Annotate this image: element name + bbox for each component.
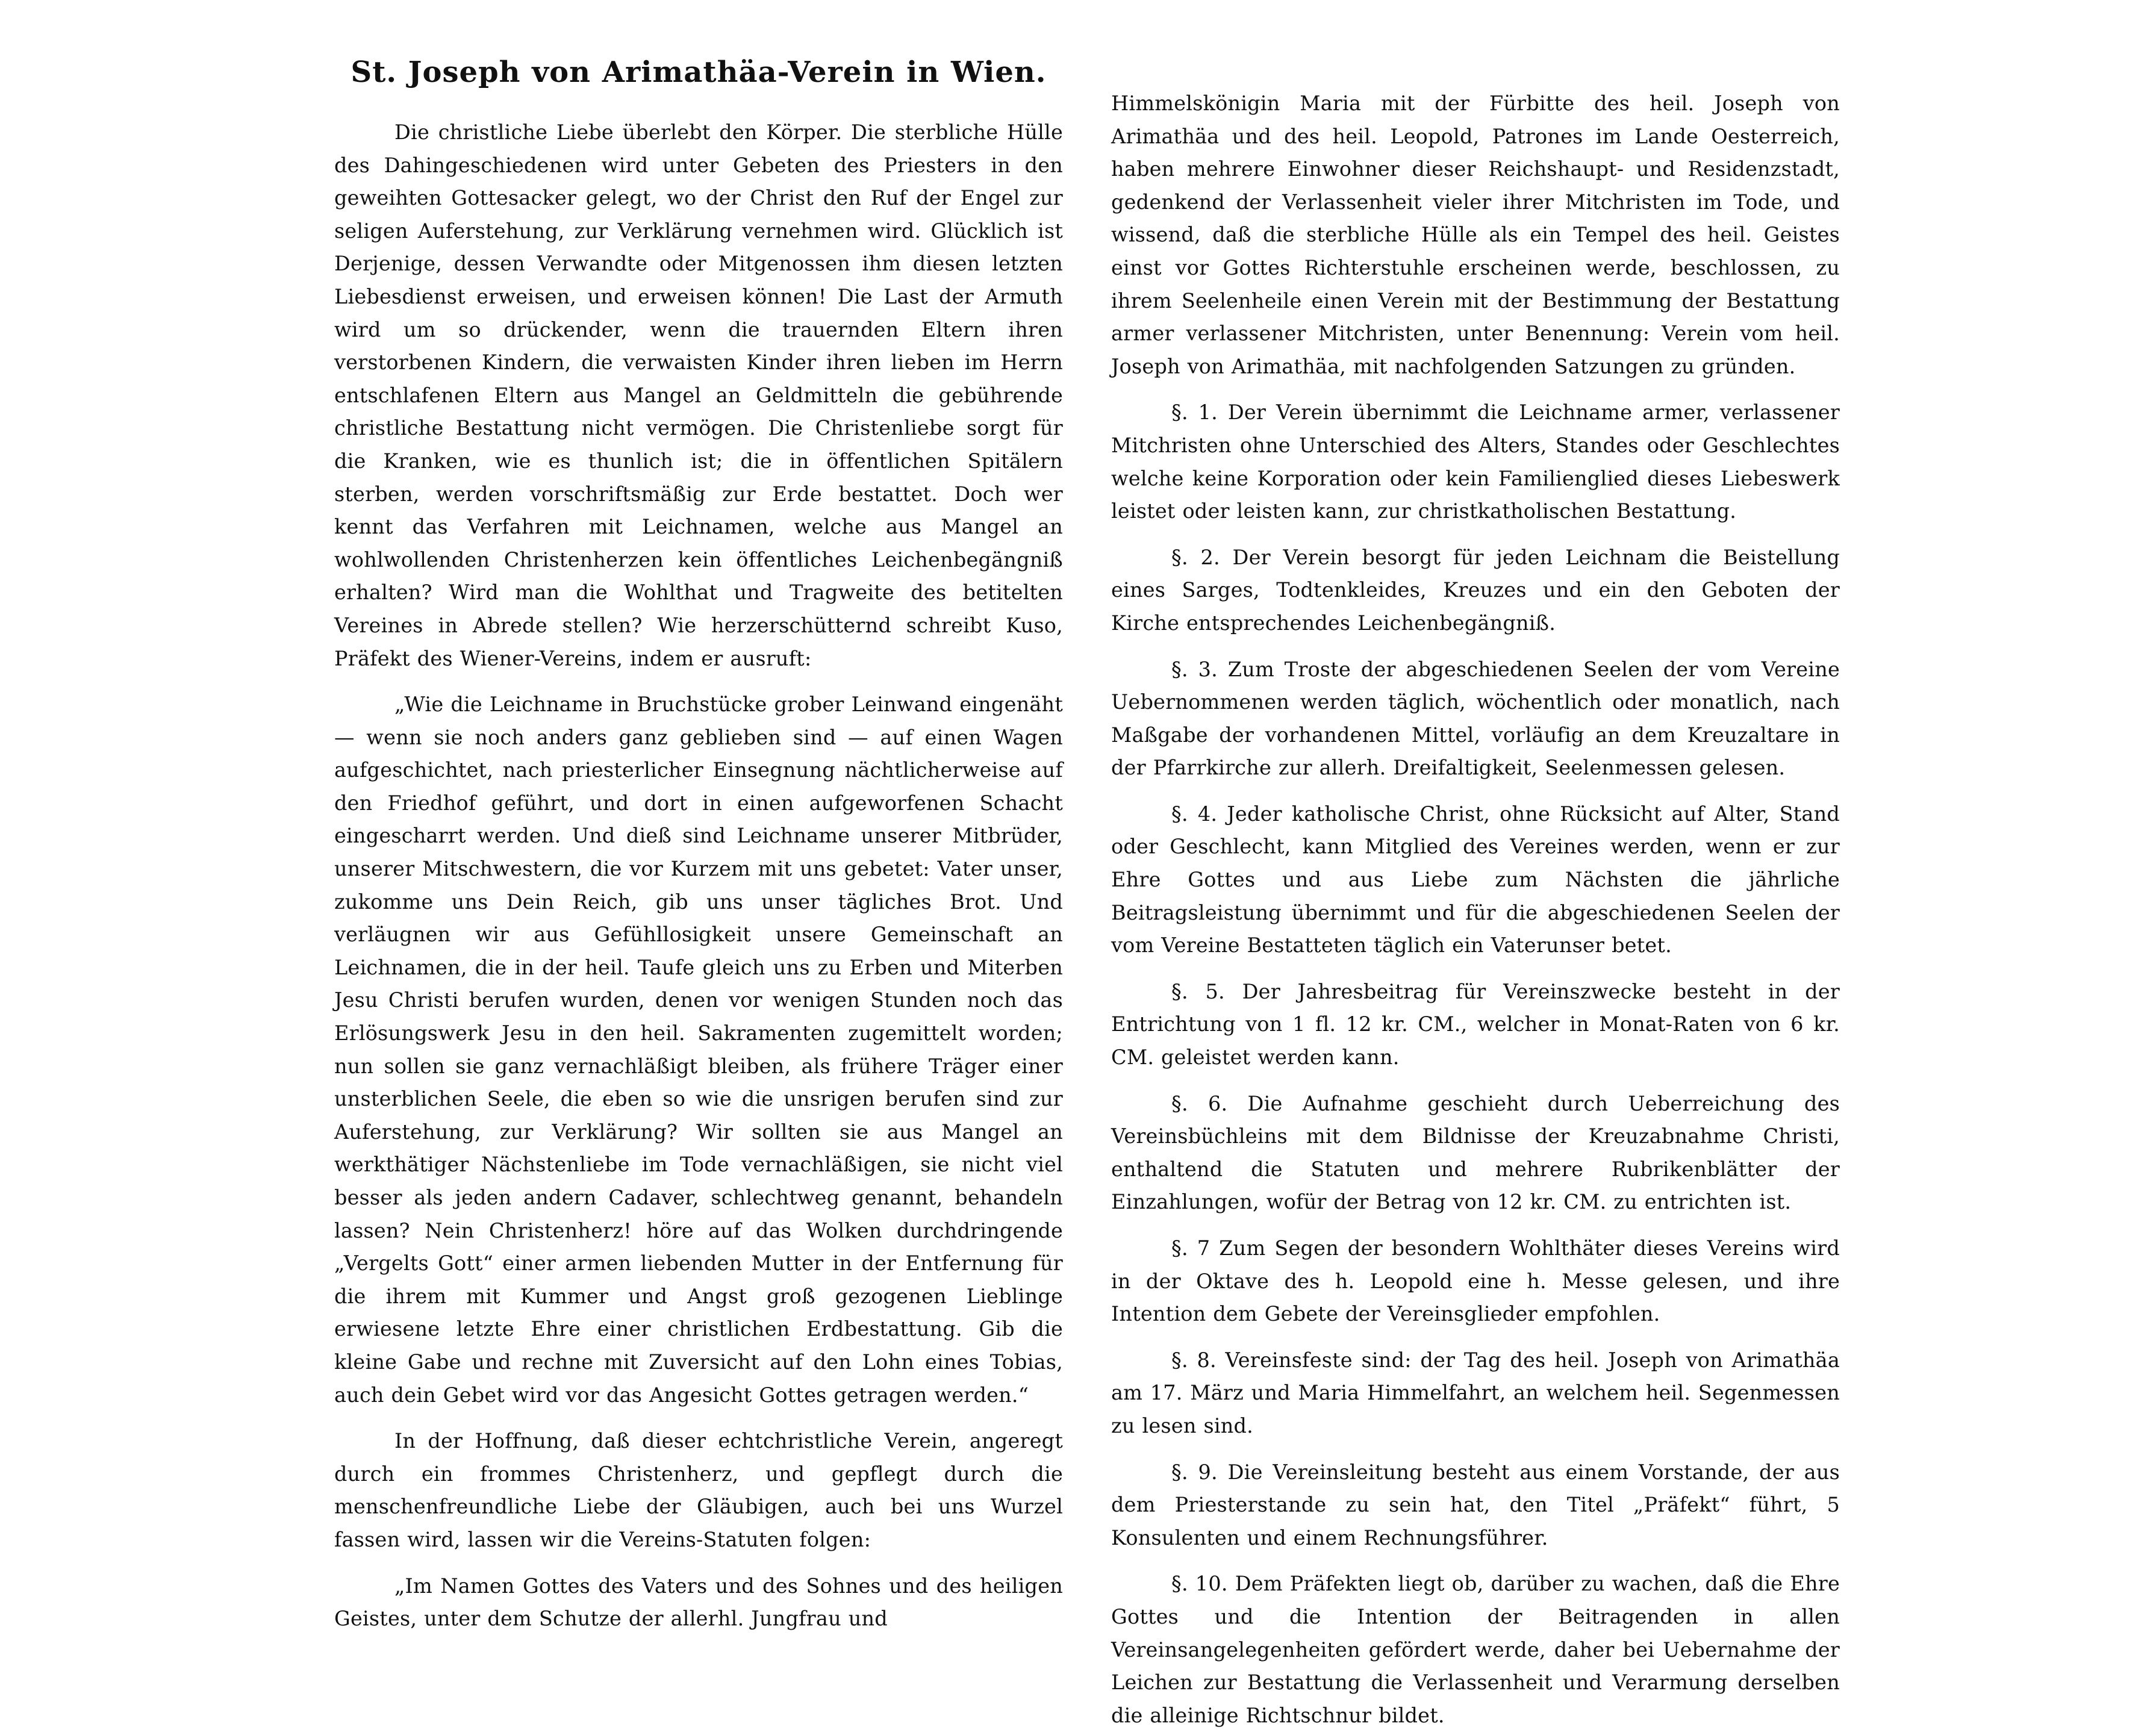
column-divider: [1090, 90, 1091, 1614]
article-title: St. Joseph von Arimathäa-Verein in Wien.: [351, 55, 1047, 89]
paragraph-section-7: §. 7 Zum Segen der besondern Wohlthäter dieses Vereins wird in der Oktave des h. Leopold eine h. Messe gelesen, und ihre Intention dem Gebete der Vereinsglieder empfohlen.: [1111, 1236, 1840, 1326]
paragraph-section-5: §. 5. Der Jahresbeitrag für Vereinszwecke besteht in der Entrichtung von 1 fl. 12 kr. CM., welcher in Monat-Raten von 6 kr. CM. geleistet werden kann.: [1111, 979, 1840, 1070]
paragraph-quotation: „Wie die Leichname in Bruchstücke grober Leinwand eingenäht — wenn sie noch anders ganz geblieben sind — auf einen Wagen aufgeschichtet, nach priesterlicher Einsegnung nächtlicherweise auf den Friedhof geführt, und dort in einen aufgeworfenen Schacht eingescharrt werden. Und dieß sind Leichname unserer Mitbrüder, unserer Mitschwestern, die vor Kurzem mit uns gebetet: Vater unser, zukomme uns Dein Reich, gib uns unser tägliches Brot. Und verläugnen wir aus Gefühllosigkeit unsere Gemeinschaft an Leichnamen, die in der heil. Taufe gleich uns zu Erben und Miterben Jesu Christi berufen wurden, denen vor wenigen Stunden noch das Erlösungswerk Jesu in den heil. Sakramenten zugemittelt worden; nun sollen sie ganz vernachläßigt bleiben, als frühere Träger einer unsterblichen Seele, die eben so wie die unsrigen berufen sind zur Auferstehung, zur Verklärung? Wir sollten sie aus Mangel an werkthätiger Nächstenliebe im Tode vernachläßigen, sie nicht viel besser als jeden andern Cadaver, schlechtweg genannt, behandeln lassen? Nein Christenherz! höre auf das Wolken durchdringende „Vergelts Gott“ einer armen liebenden Mutter in der Entfernung für die ihrem mit Kummer und Angst groß gezogenen Lieblinge erwiesene letzte Ehre einer christlichen Erdbestattung. Gib die kleine Gabe und rechne mit Zuversicht auf den Lohn eines Tobias, auch dein Gebet wird vor das Angesicht Gottes getragen werden.“: [334, 693, 1063, 1407]
paragraph-section-4: §. 4. Jeder katholische Christ, ohne Rücksicht auf Alter, Stand oder Geschlecht, kann Mitglied des Vereines werden, wenn er zur Ehre Gottes und aus Liebe zum Nächsten die jährliche Beitragsleistung übernimmt und für die abgeschiedenen Seelen der vom Vereine Bestatteten täglich ein Vaterunser betet.: [1111, 802, 1840, 958]
paragraph-section-10: §. 10. Dem Präfekten liegt ob, darüber zu wachen, daß die Ehre Gottes und die Intention der Beitragenden in allen Vereinsangelegenheiten gefördert werde, daher bei Uebernahme der Leichen zur Bestattung die Verlassenheit und Verarmung derselben die alleinige Richtschnur bildet.: [1111, 1572, 1840, 1727]
paragraph-section-2: §. 2. Der Verein besorgt für jeden Leichnam die Beistellung eines Sarges, Todtenkleides, Kreuzes und ein den Geboten der Kirche entsprechendes Leichenbegängniß.: [1111, 545, 1840, 635]
right-column: [1111, 87, 1840, 1732]
paragraph-hope: In der Hoffnung, daß dieser echtchristliche Verein, angeregt durch ein frommes Christenherz, und gepflegt durch die menschenfreundliche Liebe der Gläubigen, auch bei uns Wurzel fassen wird, lassen wir die Vereins-Statuten folgen:: [334, 1429, 1063, 1551]
paragraph-statute-preamble-start: „Im Namen Gottes des Vaters und des Sohnes und des heiligen Geistes, unter dem Schutze der allerhl. Jungfrau und: [334, 1574, 1063, 1631]
paragraph-section-8: §. 8. Vereinsfeste sind: der Tag des heil. Joseph von Arimathäa am 17. März und Maria Himmelfahrt, an welchem heil. Segenmessen zu lesen sind.: [1111, 1348, 1840, 1438]
paragraph-section-9: §. 9. Die Vereinsleitung besteht aus einem Vorstande, der aus dem Priesterstande zu sein hat, den Titel „Präfekt“ führt, 5 Konsulenten und einem Rechnungsführer.: [1111, 1460, 1840, 1550]
left-column: [334, 51, 1063, 1636]
paragraph-section-6: §. 6. Die Aufnahme geschieht durch Ueberreichung des Vereinsbüchleins mit dem Bildnisse der Kreuzabnahme Christi, enthaltend die Statuten und mehrere Rubrikenblätter der Einzahlungen, wofür der Betrag von 12 kr. CM. zu entrichten ist.: [1111, 1091, 1840, 1214]
paragraph-section-1: §. 1. Der Verein übernimmt die Leichname armer, verlassener Mitchristen ohne Unterschied des Alters, Standes oder Geschlechtes welche keine Korporation oder kein Familienglied dieses Liebeswerk leistet oder leisten kann, zur christkatholischen Bestattung.: [1111, 400, 1840, 523]
paragraph-statute-preamble-cont: Himmelskönigin Maria mit der Fürbitte des heil. Joseph von Arimathäa und des heil. Leopold, Patrones im Lande Oesterreich, haben mehrere Einwohner dieser Reichshaupt- und Residenzstadt, gedenkend der Verlassenheit vieler ihrer Mitchristen im Tode, und wissend, daß die sterbliche Hülle als ein Tempel des heil. Geistes einst vor Gottes Richterstuhle erscheinen werde, beschlossen, zu ihrem Seelenheile einen Verein mit der Bestimmung der Bestattung armer verlassener Mitchristen, unter Benennung: Verein vom heil. Joseph von Arimathäa, mit nachfolgenden Satzungen zu gründen.: [1111, 92, 1840, 378]
paragraph-section-3: §. 3. Zum Troste der abgeschiedenen Seelen der vom Vereine Uebernommenen werden täglich, wöchentlich oder monatlich, nach Maßgabe der vorhandenen Mittel, vorläufig an dem Kreuzaltare in der Pfarrkirche zur allerh. Dreifaltigkeit, Seelenmessen gelesen.: [1111, 657, 1840, 780]
paragraph-intro: Die christliche Liebe überlebt den Körper. Die sterbliche Hülle des Dahingeschiedenen wird unter Gebeten des Priesters in den geweihten Gottesacker gelegt, wo der Christ den Ruf der Engel zur seligen Auferstehung, zur Verklärung vernehmen wird. Glücklich ist Derjenige, dessen Verwandte oder Mitgenossen ihm diesen letzten Liebesdienst erweisen, und erweisen können! Die Last der Armuth wird um so drückender, wenn die trauernden Eltern ihren verstorbenen Kindern, die verwaisten Kinder ihren lieben im Herrn entschlafenen Eltern aus Mangel an Geldmitteln die gebührende christliche Bestattung nicht vermögen. Die Christenliebe sorgt für die Kranken, wie es thunlich ist; die in öffentlichen Spitälern sterben, werden vorschriftsmäßig zur Erde bestattet. Doch wer kennt das Verfahren mit Leichnamen, welche aus Mangel an wohlwollenden Christenherzen kein öffentliches Leichenbegängniß erhalten? Wird man die Wohlthat und Tragweite des betitelten Vereines in Abrede stellen? Wie herzerschütternd schreibt Kuso, Präfekt des Wiener-Vereins, indem er ausruft:: [334, 120, 1063, 670]
